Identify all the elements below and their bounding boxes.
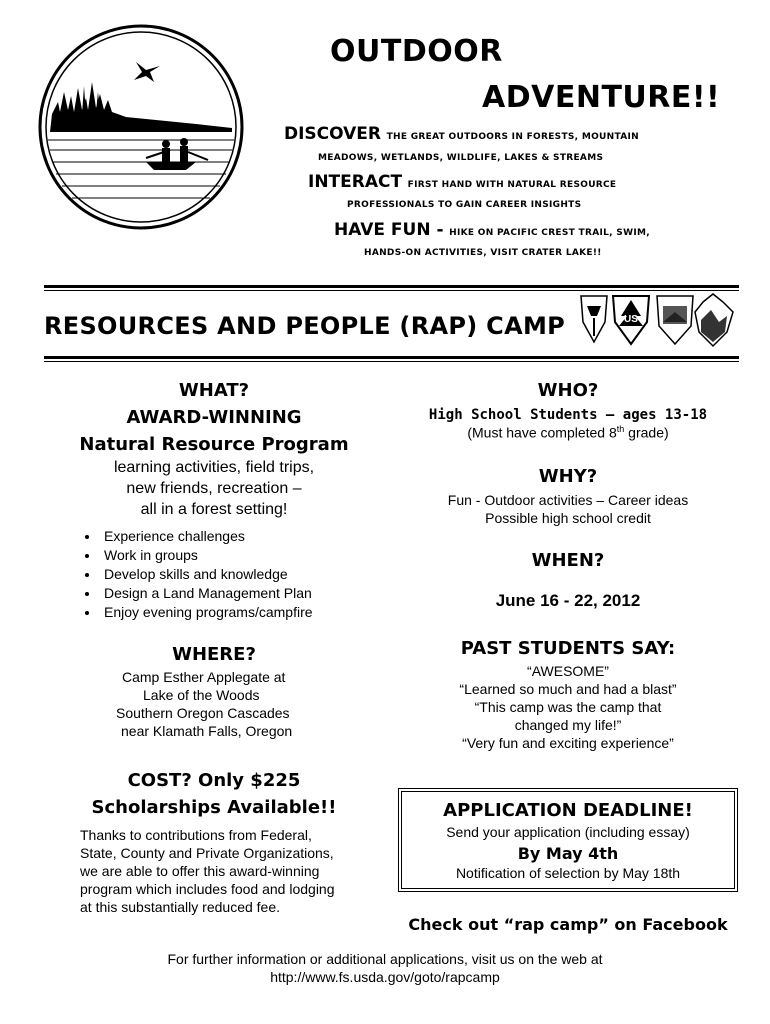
where-line: Camp Esther Applegate at	[122, 669, 286, 685]
why-line-2: Possible high school credit	[485, 510, 651, 526]
cost-heading: COST? Only $225	[127, 770, 301, 791]
past-students-section	[398, 638, 738, 752]
quote-line: “Learned so much and had a blast”	[459, 681, 677, 697]
who-heading: WHO?	[537, 380, 599, 401]
where-section	[44, 644, 384, 665]
interact-text-2: PROFESSIONALS TO GAIN CAREER INSIGHTS	[347, 200, 582, 210]
havefun-text-1: HIKE ON PACIFIC CREST TRAIL, SWIM,	[449, 228, 650, 238]
footer-line-1: For further information or additional applications, visit us on the web at	[167, 951, 603, 967]
what-desc-3: all in a forest setting!	[140, 501, 288, 518]
interact-line	[308, 172, 616, 192]
havefun-word: HAVE FUN -	[334, 220, 444, 240]
agency-logo-3-icon	[657, 296, 693, 344]
what-desc-1: learning activities, field trips,	[113, 459, 315, 476]
what-desc-2: new friends, recreation –	[126, 480, 302, 497]
deadline-date: By May 4th	[517, 844, 619, 863]
what-program: Natural Resource Program	[79, 434, 349, 455]
deadline-line-3: Notification of selection by May 18th	[455, 865, 681, 881]
title-outdoor: OUTDOOR	[330, 34, 503, 69]
deadline-box	[398, 788, 738, 892]
quote-line: changed my life!”	[514, 717, 622, 733]
cost-details	[80, 826, 380, 916]
where-line: Lake of the Woods	[143, 687, 260, 703]
who-requirement	[398, 424, 738, 441]
why-section	[398, 466, 738, 527]
discover-line	[284, 124, 639, 144]
why-heading: WHY?	[538, 466, 598, 487]
footer	[0, 950, 770, 986]
past-heading: PAST STUDENTS SAY:	[460, 638, 676, 659]
what-award: AWARD-WINNING	[126, 407, 302, 428]
what-heading: WHAT?	[178, 380, 250, 401]
list-item: • Design a Land Management Plan	[100, 584, 400, 603]
where-line: near Klamath Falls, Oregon	[121, 723, 293, 739]
nps-arrowhead-icon	[695, 294, 733, 346]
what-section	[44, 380, 384, 520]
when-heading: WHEN?	[531, 550, 605, 571]
deadline-heading: APPLICATION DEADLINE!	[443, 800, 693, 821]
where-line: Southern Oregon Cascades	[116, 705, 290, 721]
divider-top	[44, 285, 739, 288]
interact-word: INTERACT	[308, 172, 403, 192]
quote-line: “This camp was the camp that	[474, 699, 662, 715]
who-req-pre: (Must have completed 8	[467, 424, 617, 441]
cost-line: at this substantially reduced fee.	[80, 899, 281, 915]
divider-top-thin	[44, 290, 739, 291]
havefun-line	[334, 220, 650, 240]
agency-logos	[577, 292, 737, 348]
quote-line: “Very fun and exciting experience”	[462, 735, 674, 751]
camp-title: RESOURCES AND PEOPLE (RAP) CAMP	[44, 312, 566, 340]
havefun-text-2: HANDS-ON ACTIVITIES, VISIT CRATER LAKE!!	[364, 248, 602, 258]
agency-logo-1-icon	[581, 296, 607, 342]
who-req-post: grade)	[624, 424, 669, 441]
who-students: High School Students – ages 13-18	[428, 407, 708, 423]
title-adventure: ADVENTURE!!	[482, 80, 721, 115]
where-lines	[116, 668, 336, 740]
where-heading: WHERE?	[172, 644, 256, 665]
cost-line: Thanks to contributions from Federal,	[80, 827, 312, 843]
when-section	[398, 550, 738, 611]
usfs-shield-icon	[613, 296, 649, 344]
list-item: • Enjoy evening programs/campfire	[100, 603, 400, 622]
interact-text-1: FIRST HAND WITH NATURAL RESOURCE	[407, 180, 617, 190]
cost-line: State, County and Private Organizations,	[80, 845, 334, 861]
footer-url[interactable]: http://www.fs.usda.gov/goto/rapcamp	[270, 969, 500, 985]
canoe-lake-emblem	[36, 22, 246, 232]
quote-line: “AWESOME”	[527, 663, 609, 679]
what-bullets	[76, 527, 400, 622]
cost-section	[44, 770, 384, 818]
discover-word: DISCOVER	[284, 124, 382, 144]
list-item: • Develop skills and knowledge	[100, 565, 400, 584]
deadline-line-1: Send your application (including essay)	[446, 824, 690, 840]
facebook-link[interactable]: Check out “rap camp” on Facebook	[408, 915, 728, 934]
cost-line: program which includes food and lodging	[80, 881, 335, 897]
cost-line: we are able to offer this award-winning	[80, 863, 320, 879]
why-line-1: Fun - Outdoor activities – Career ideas	[447, 492, 689, 508]
who-req-sup: th	[616, 424, 625, 434]
when-date: June 16 - 22, 2012	[495, 591, 641, 610]
who-section	[398, 380, 738, 441]
list-item: • Work in groups	[100, 546, 400, 565]
list-item: • Experience challenges	[100, 527, 400, 546]
scholarship-heading: Scholarships Available!!	[91, 797, 337, 818]
divider-mid	[44, 356, 739, 359]
discover-text-1: THE GREAT OUTDOORS IN FORESTS, MOUNTAIN	[386, 132, 639, 142]
divider-mid-thin	[44, 361, 739, 362]
discover-text-2: MEADOWS, WETLANDS, WILDLIFE, LAKES & STREAMS	[318, 153, 604, 163]
svg-text:US: US	[624, 314, 638, 325]
